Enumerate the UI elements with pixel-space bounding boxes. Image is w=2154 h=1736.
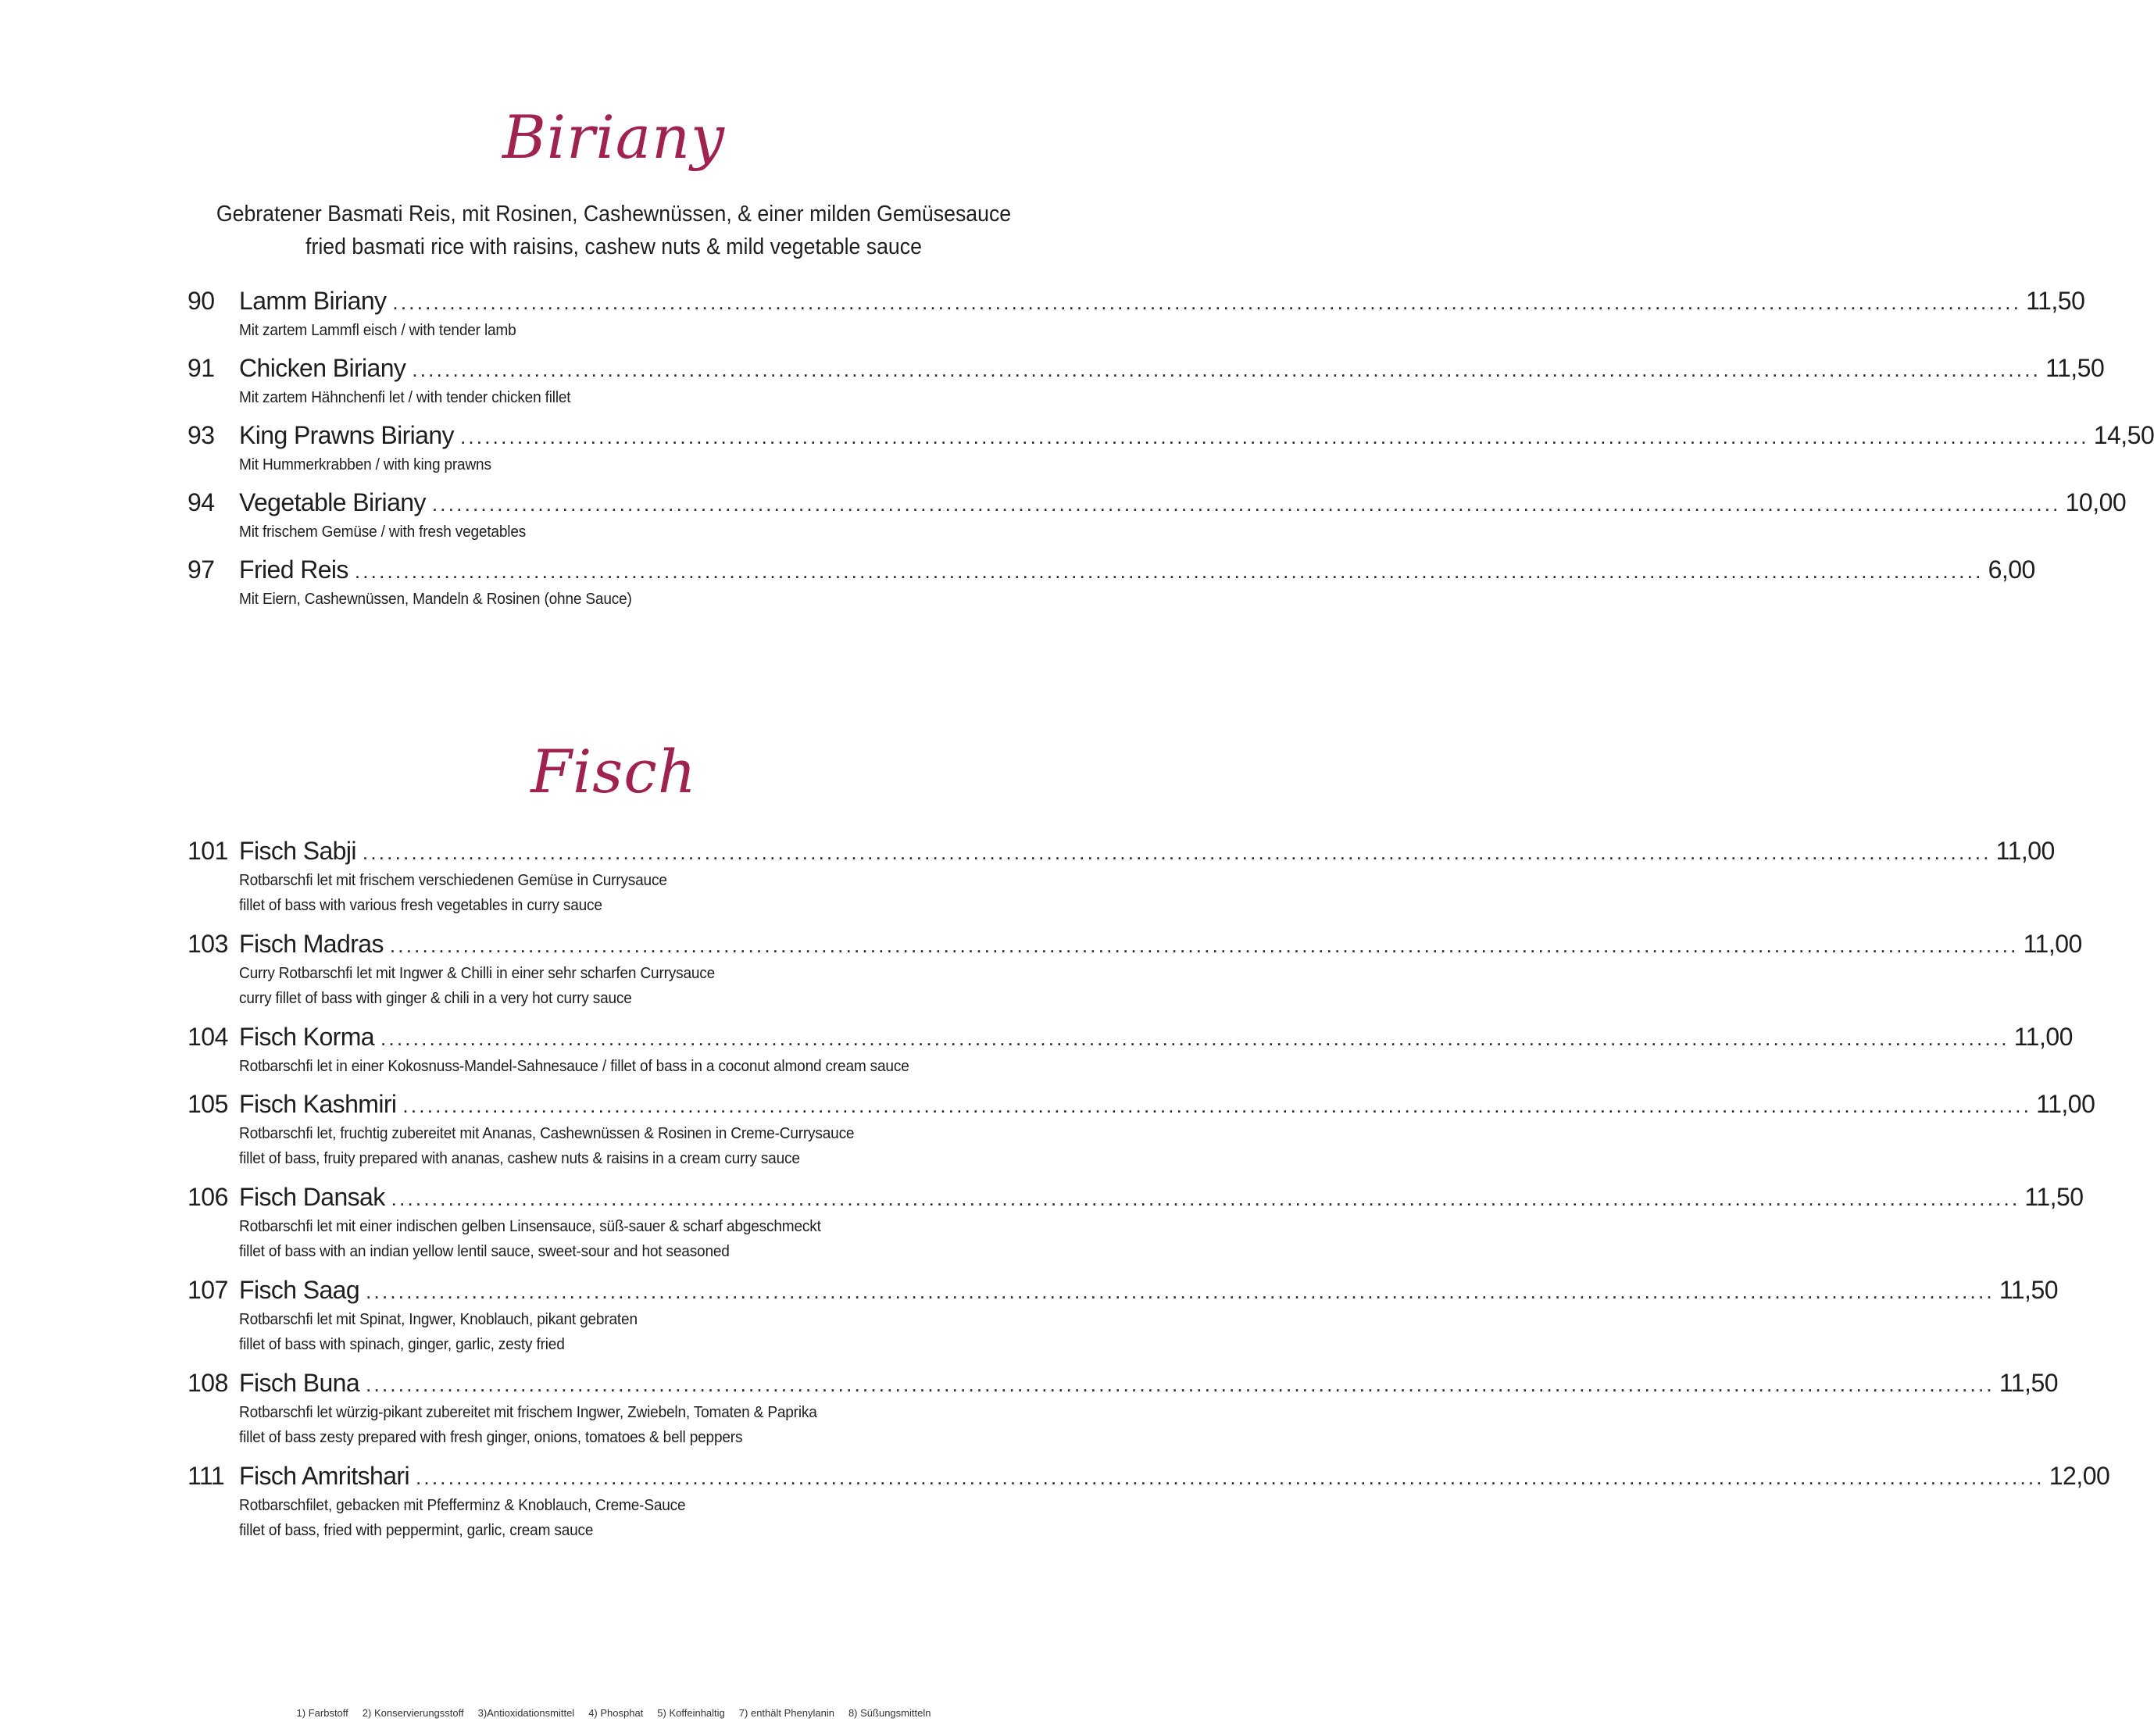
dot-leader: ........................................................................................................................................................................................................ (354, 559, 1984, 583)
menu-item (188, 1020, 2073, 1087)
dot-leader: ........................................................................................................................................................................................................ (380, 1027, 2009, 1050)
menu-item-number: 91 (188, 354, 215, 382)
menu-item-number: 103 (188, 930, 228, 958)
dot-leader: ........................................................................................................................................................................................................ (366, 1280, 1995, 1303)
menu-item-header (188, 1366, 2059, 1400)
menu-item-price: 11,50 (2045, 354, 2105, 382)
menu-item-description: Rotbarschfi let, fruchtig zubereitet mit Ananas, Cashewnüssen & Rosinen in Creme-Currysauce (239, 1124, 855, 1142)
menu-item-price: 14,50 (2093, 421, 2154, 449)
menu-item-price: 10,00 (2065, 488, 2127, 516)
menu-item-description: Mit zartem Hähnchenfi let / with tender chicken fillet (239, 388, 571, 406)
allergen-note: 1) Farbstoff (296, 1707, 348, 1719)
menu-item-description: Rotbarschfi let würzig-pikant zubereitet mit frischem Ingwer, Zwiebeln, Tomaten & Paprika (239, 1403, 817, 1421)
menu-item-description: fillet of bass with various fresh vegetables in curry sauce (239, 896, 602, 914)
menu-item-name: Fisch Amritshari (239, 1462, 409, 1490)
dot-leader: ........................................................................................................................................................................................................ (459, 425, 2089, 448)
dot-leader: ........................................................................................................................................................................................................ (362, 841, 1991, 864)
menu-item (188, 485, 2127, 552)
menu-item-number: 101 (188, 837, 228, 865)
biriany-intro-de: Gebratener Basmati Reis, mit Rosinen, Cashewnüssen, & einer milden Gemüsesauce (216, 202, 1012, 227)
menu-item-name: Lamm Biriany (239, 287, 387, 315)
menu-item-description: fillet of bass zesty prepared with fresh ginger, onions, tomatoes & bell peppers (239, 1428, 743, 1446)
menu-item-price: 6,00 (1988, 555, 2035, 584)
allergen-note: 8) Süßungsmitteln (848, 1707, 931, 1719)
menu-item (188, 927, 2082, 1020)
menu-item-header (188, 1273, 2059, 1307)
menu-item (188, 1459, 2110, 1552)
menu-item-header (188, 1087, 2095, 1121)
menu-item-number: 104 (188, 1023, 228, 1051)
menu-item-header (188, 1180, 2084, 1214)
menu-item-header (188, 284, 2085, 318)
menu-item-price: 12,00 (2049, 1462, 2110, 1490)
dot-leader: ........................................................................................................................................................................................................ (416, 1466, 2045, 1489)
allergen-note: 7) enthält Phenylanin (738, 1707, 834, 1719)
menu-item-name: Vegetable Biriany (239, 488, 426, 516)
menu-item (188, 1273, 2059, 1366)
menu-item-number: 90 (188, 287, 215, 315)
menu-item-description: fillet of bass, fruity prepared with ananas, cashew nuts & raisins in a cream curry sauce (239, 1149, 800, 1167)
biriany-intro-en: fried basmati rice with raisins, cashew nuts & mild vegetable sauce (305, 234, 922, 259)
dot-leader: ........................................................................................................................................................................................................ (402, 1094, 2032, 1117)
menu-item-name: Fisch Buna (239, 1369, 360, 1397)
menu-item-price: 11,50 (1999, 1369, 2059, 1397)
menu-item-price: 11,50 (2024, 1183, 2084, 1211)
menu-item-description: Rotbarschfilet, gebacken mit Pfefferminz & Knoblauch, Creme-Sauce (239, 1496, 686, 1514)
menu-item-number: 94 (188, 488, 215, 516)
menu-item (188, 1366, 2059, 1459)
menu-item-price: 11,00 (2013, 1023, 2073, 1051)
section-title-fisch: Fisch (530, 737, 697, 806)
biriany-intro (49, 198, 1178, 263)
menu-item (188, 1180, 2084, 1273)
menu-item-price: 11,00 (1995, 837, 2055, 865)
dot-leader: ........................................................................................................................................................................................................ (392, 291, 2022, 314)
biriany-menu-list (188, 284, 2154, 620)
menu-item-number: 111 (188, 1462, 225, 1490)
menu-item-description: Mit Eiern, Cashewnüssen, Mandeln & Rosinen (ohne Sauce) (239, 590, 632, 608)
section-title-biriany: Biriany (502, 102, 725, 172)
menu-item-description: Rotbarschfi let mit einer indischen gelben Linsensauce, süß-sauer & scharf abgeschmeckt (239, 1217, 821, 1235)
dot-leader: ........................................................................................................................................................................................................ (389, 934, 2019, 957)
menu-item-name: Fisch Korma (239, 1023, 374, 1051)
allergen-footer (0, 1707, 1227, 1719)
menu-item (188, 552, 2035, 620)
allergen-note: 4) Phosphat (588, 1707, 644, 1719)
menu-item-price: 11,50 (1999, 1276, 2059, 1304)
menu-item-header (188, 834, 2055, 868)
dot-leader: ........................................................................................................................................................................................................ (412, 358, 2041, 381)
menu-item-header (188, 552, 2035, 587)
menu-item (188, 1087, 2095, 1180)
menu-item (188, 351, 2105, 418)
menu-item-header (188, 927, 2082, 961)
menu-item-name: Chicken Biriany (239, 354, 406, 382)
menu-item-number: 93 (188, 421, 215, 449)
menu-item-description: Mit zartem Lammfl eisch / with tender lamb (239, 321, 516, 339)
menu-item-description: Rotbarschfi let in einer Kokosnuss-Mandel-Sahnesauce / fillet of bass in a coconut almond cream sauce (239, 1057, 909, 1075)
menu-item-name: Fisch Dansak (239, 1183, 385, 1211)
menu-item-header (188, 418, 2154, 452)
menu-item-number: 106 (188, 1183, 228, 1211)
allergen-note: 5) Koffeinhaltig (657, 1707, 725, 1719)
allergen-note: 2) Konservierungsstoff (362, 1707, 464, 1719)
menu-item-description: Rotbarschfi let mit Spinat, Ingwer, Knoblauch, pikant gebraten (239, 1310, 638, 1328)
menu-item (188, 834, 2055, 927)
menu-item-header (188, 485, 2127, 520)
menu-item-header (188, 351, 2105, 385)
menu-item-number: 108 (188, 1369, 228, 1397)
menu-item-number: 97 (188, 555, 215, 584)
menu-item-description: Mit Hummerkrabben / with king prawns (239, 455, 491, 473)
menu-item-description: Rotbarschfi let mit frischem verschiedenen Gemüse in Currysauce (239, 871, 667, 889)
menu-item-number: 105 (188, 1090, 228, 1118)
menu-item-header (188, 1459, 2110, 1493)
menu-item-number: 107 (188, 1276, 228, 1304)
menu-item-price: 11,00 (2036, 1090, 2095, 1118)
menu-item-description: curry fillet of bass with ginger & chili in a very hot curry sauce (239, 989, 632, 1007)
menu-item-name: King Prawns Biriany (239, 421, 454, 449)
menu-item-description: fillet of bass with spinach, ginger, garlic, zesty fried (239, 1335, 565, 1353)
menu-item-description: Curry Rotbarschfi let mit Ingwer & Chilli in einer sehr scharfen Currysauce (239, 964, 716, 982)
menu-item-name: Fisch Kashmiri (239, 1090, 397, 1118)
dot-leader: ........................................................................................................................................................................................................ (366, 1373, 1995, 1396)
menu-item-description: fillet of bass with an indian yellow lentil sauce, sweet-sour and hot seasoned (239, 1242, 730, 1260)
menu-item-name: Fisch Madras (239, 930, 384, 958)
menu-item-description: fillet of bass, fried with peppermint, garlic, cream sauce (239, 1521, 594, 1539)
menu-item-name: Fried Reis (239, 555, 348, 584)
menu-item-header (188, 1020, 2073, 1054)
dot-leader: ........................................................................................................................................................................................................ (391, 1187, 2020, 1210)
menu-item (188, 284, 2085, 351)
menu-item (188, 418, 2154, 485)
menu-item-description: Mit frischem Gemüse / with fresh vegetables (239, 523, 527, 541)
allergen-note: 3)Antioxidationsmittel (477, 1707, 575, 1719)
menu-item-price: 11,50 (2026, 287, 2085, 315)
dot-leader: ........................................................................................................................................................................................................ (431, 492, 2061, 516)
menu-item-name: Fisch Sabji (239, 837, 356, 865)
menu-item-price: 11,00 (2023, 930, 2082, 958)
menu-item-name: Fisch Saag (239, 1276, 360, 1304)
fisch-menu-list (188, 834, 2110, 1552)
